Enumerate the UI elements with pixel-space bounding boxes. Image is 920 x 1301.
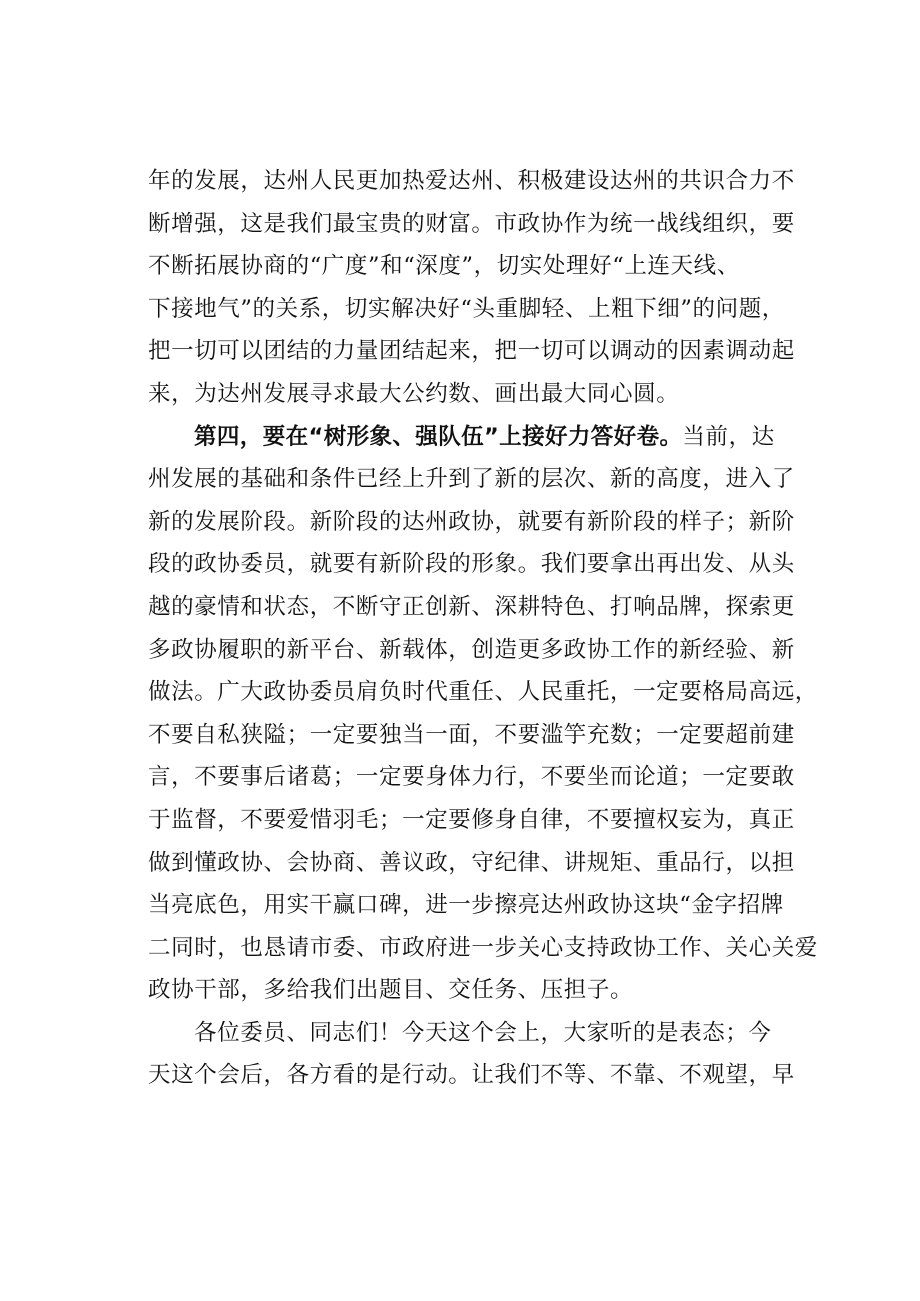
text-line: 不断拓展协商的“广度”和“深度”，切实处理好“上连天线、 xyxy=(148,253,740,280)
text-fragment: 当前，达 xyxy=(682,423,775,450)
text-line: 越的豪情和状态，不断守正创新、深耕特色、打响品牌，探索更 xyxy=(148,593,795,620)
paragraph-closing xyxy=(148,1012,818,1097)
text-line: 州发展的基础和条件已经上升到了新的层次、新的高度，进入了 xyxy=(148,466,795,493)
document-body xyxy=(148,160,818,1097)
text-line: 不要自私狭隘；一定要独当一面，不要滥竽充数；一定要超前建 xyxy=(148,721,795,748)
text-line: 二同时，也恳请市委、市政府进一步关心支持政协工作、关心关爱 xyxy=(148,934,818,961)
text-line: 段的政协委员，就要有新阶段的形象。我们要拿出再出发、从头 xyxy=(148,551,795,578)
text-line: 天这个会后，各方看的是行动。让我们不等、不靠、不观望，早 xyxy=(148,1062,795,1089)
paragraph-unity xyxy=(148,160,818,416)
text-line: 断增强，这是我们最宝贵的财富。市政协作为统一战线组织，要 xyxy=(148,210,795,237)
text-line: 来，为达州发展寻求最大公约数、画出最大同心圆。 xyxy=(148,380,680,407)
text-line: 于监督，不要爱惜羽毛；一定要修身自律，不要擅权妄为，真正 xyxy=(148,806,795,833)
text-line: 政协干部，多给我们出题目、交任务、压担子。 xyxy=(148,977,634,1004)
text-line: 年的发展，达州人民更加热爱达州、积极建设达州的共识合力不 xyxy=(148,168,795,194)
text-line: 多政协履职的新平台、新载体，创造更多政协工作的新经验、新 xyxy=(148,636,795,663)
text-line: 各位委员、同志们！今天这个会上，大家听的是表态；今 xyxy=(194,1019,772,1046)
paragraph-first-line xyxy=(148,416,818,459)
text-line: 新的发展阶段。新阶段的达州政协，就要有新阶段的样子；新阶 xyxy=(148,508,795,535)
paragraph-fourth-point xyxy=(148,416,818,1012)
bold-heading: 第四，要在“树形象、强队伍”上接好力答好卷。 xyxy=(194,423,683,450)
text-line: 做法。广大政协委员肩负时代重任、人民重托，一定要格局高远， xyxy=(148,679,818,706)
text-line: 把一切可以团结的力量团结起来，把一切可以调动的因素调动起 xyxy=(148,338,795,365)
text-line: 做到懂政协、会协商、善议政，守纪律、讲规矩、重品行，以担 xyxy=(148,849,795,876)
text-line: 当亮底色，用实干赢口碑，进一步擦亮达州政协这块“金字招牌 xyxy=(148,892,784,919)
text-line: 言，不要事后诸葛；一定要身体力行，不要坐而论道；一定要敢 xyxy=(148,764,795,791)
text-line: 下接地气”的关系，切实解决好“头重脚轻、上粗下细”的问题， xyxy=(148,295,785,322)
